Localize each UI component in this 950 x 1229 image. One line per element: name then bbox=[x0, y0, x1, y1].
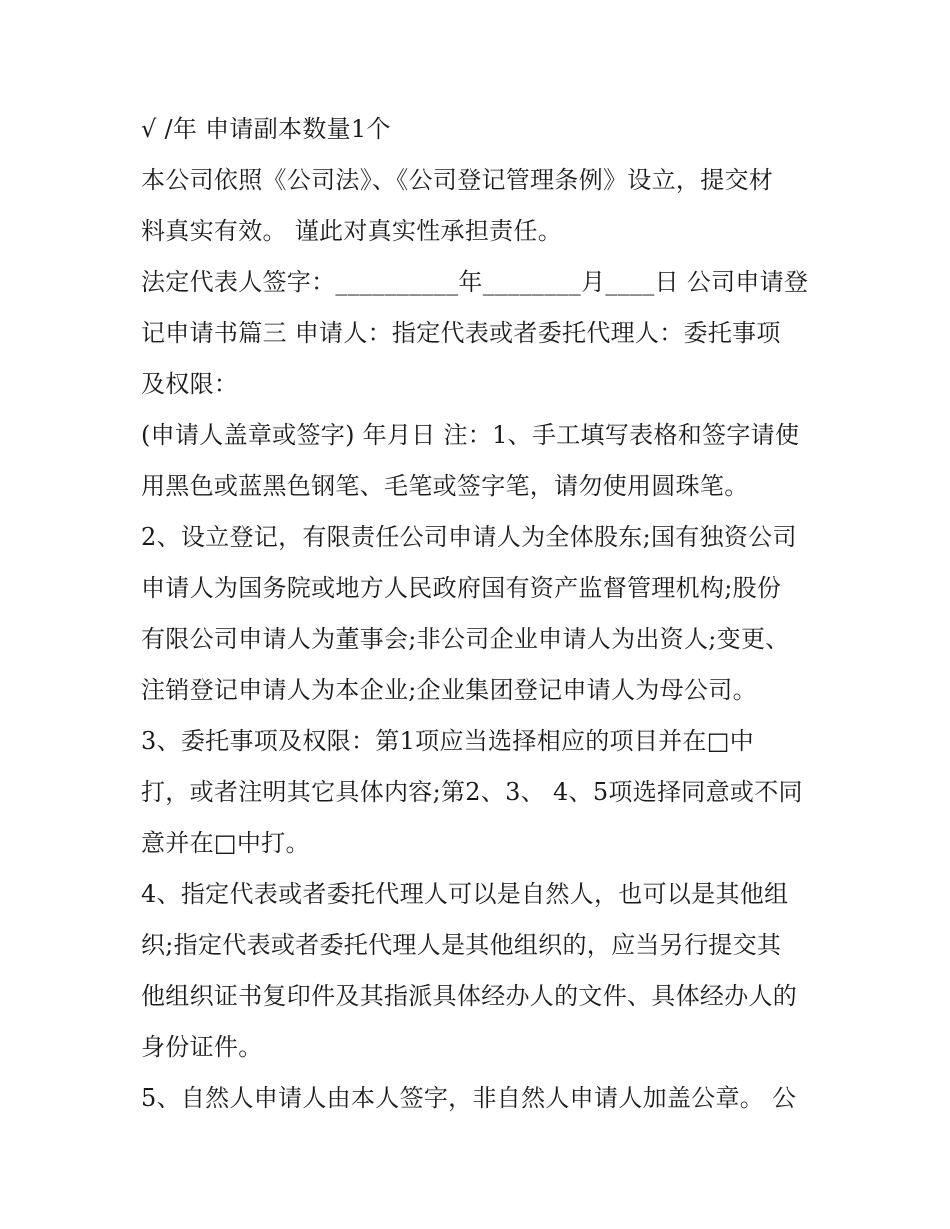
text-line: 他组织证书复印件及其指派具体经办人的文件、具体经办人的 bbox=[141, 982, 798, 1010]
text-line: 3、委托事项及权限：第1项应当选择相应的项目并在□中 bbox=[141, 727, 755, 755]
text-line: 4、指定代表或者委托代理人可以是自然人，也可以是其他组 bbox=[141, 880, 789, 908]
text-line: 及权限： bbox=[141, 370, 239, 398]
text-line: 本公司依照《公司法》、《公司登记管理条例》设立，提交材 bbox=[141, 166, 774, 194]
text-line: 2、设立登记，有限责任公司申请人为全体股东;国有独资公司 bbox=[141, 523, 797, 551]
text-line: √ /年 申请副本数量1个 bbox=[141, 115, 391, 143]
text-line: 料真实有效。 谨此对真实性承担责任。 bbox=[141, 217, 563, 245]
text-line: 5、自然人申请人由本人签字，非自然人申请人加盖公章。 公 bbox=[141, 1084, 797, 1112]
document-body bbox=[141, 104, 816, 1124]
text-line: 用黑色或蓝黑色钢笔、毛笔或签字笔，请勿使用圆珠笔。 bbox=[141, 472, 749, 500]
text-line: 有限公司申请人为董事会;非公司企业申请人为出资人;变更、 bbox=[141, 625, 790, 653]
text-line: 注销登记申请人为本企业;企业集团登记申请人为母公司。 bbox=[141, 676, 757, 704]
text-line: 身份证件。 bbox=[141, 1033, 263, 1061]
text-line: 记申请书篇三 申请人：指定代表或者委托代理人：委托事项 bbox=[141, 319, 781, 347]
text-line: 申请人为国务院或地方人民政府国有资产监督管理机构;股份 bbox=[141, 574, 782, 602]
text-line: 意并在□中打。 bbox=[141, 829, 310, 857]
text-line: 织;指定代表或者委托代理人是其他组织的，应当另行提交其 bbox=[141, 931, 782, 959]
text-line: 打，或者注明其它具体内容;第2、3、 4、5项选择同意或不同 bbox=[141, 778, 803, 806]
text-line: (申请人盖章或签字) 年月日 注：1、手工填写表格和签字请使 bbox=[141, 421, 800, 449]
text-line: 法定代表人签字：__________年________月____日 公司申请登 bbox=[141, 268, 809, 296]
